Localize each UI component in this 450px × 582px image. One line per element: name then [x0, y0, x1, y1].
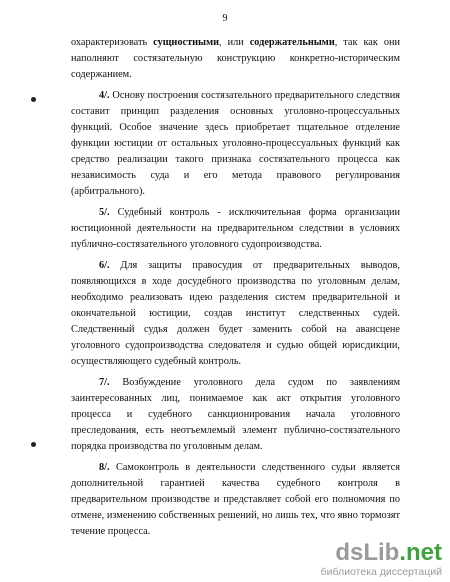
body-text: [71, 35, 400, 545]
logo-prefix: dsLib: [335, 539, 400, 566]
paragraph-8: [71, 460, 400, 540]
paragraph-text: Для защиты правосудия от предварительных выводов, появляющихся в ходе досудебного производства по уголовным делам, необходимо реализовать идею разделения систем предварительной и окончательной юстиции, создав институт следственных судей. Следственный судья должен будет заменить собой на авансцене уголовного судопроизводства следователя и судью общей юрисдикции, осуществляющего судебный контроль.: [71, 260, 400, 367]
paragraph-5: [71, 205, 400, 253]
intro-bold-term-2: содержательными: [249, 37, 335, 48]
paragraph-text: Судебный контроль - исключительная форма организации юстиционной деятельности на предварительном следствии в условиях публично-состязательного уголовного судопроизводства.: [71, 207, 400, 250]
intro-prefix: охарактеризовать: [71, 37, 154, 48]
watermark-subtitle: библиотека диссертаций: [320, 566, 442, 578]
margin-bullet-2: [31, 442, 36, 447]
intro-paragraph: [71, 35, 400, 83]
paragraph-number: 7/.: [99, 377, 110, 388]
paragraph-6: [71, 258, 400, 370]
paragraph-number: 8/.: [99, 462, 110, 473]
paragraph-text: Основу построения состязательного предварительного следствия составит принцип разделения основных уголовно-процессуальных функций. Особое значение здесь приобретает тщательное отделение функции юстиции от остальных уголовно-процессуальных функций как средство реализации такого признака состязательного процесса как независимость суда и его метода правового регулирования (арбитрального).: [71, 90, 400, 197]
paragraph-number: 6/.: [99, 260, 110, 271]
dslib-watermark: [321, 541, 442, 578]
intro-bold-term-1: сущностными: [153, 37, 220, 48]
logo-suffix: .net: [399, 539, 442, 566]
margin-bullet-1: [31, 97, 36, 102]
intro-mid: , или: [219, 37, 250, 48]
paragraph-text: Возбуждение уголовного дела судом по заявлениям заинтересованных лиц, понимаемое как акт открытия уголовного процесса и судебного санкционирования начала уголовного преследования, есть неотъемлемый элемент публично-состязательного порядка производства по уголовным делам.: [71, 377, 400, 452]
page-number: 9: [222, 13, 228, 24]
paragraph-number: 5/.: [99, 207, 110, 218]
paragraph-4: [71, 88, 400, 200]
intro-suffix: , так как они наполняют состязательную конструкцию конкретно-историческим содержанием.: [71, 37, 400, 80]
paragraph-number: 4/.: [99, 90, 110, 101]
paragraph-text: Самоконтроль в деятельности следственного судьи является дополнительной гарантией качества судебного контроля в предварительном производстве и представляет собой его полномочия по отмене, изменению собственных решений, но лишь тех, что явно тормозят течение процесса.: [71, 462, 400, 537]
dslib-logo: [321, 541, 442, 565]
paragraph-7: [71, 375, 400, 455]
